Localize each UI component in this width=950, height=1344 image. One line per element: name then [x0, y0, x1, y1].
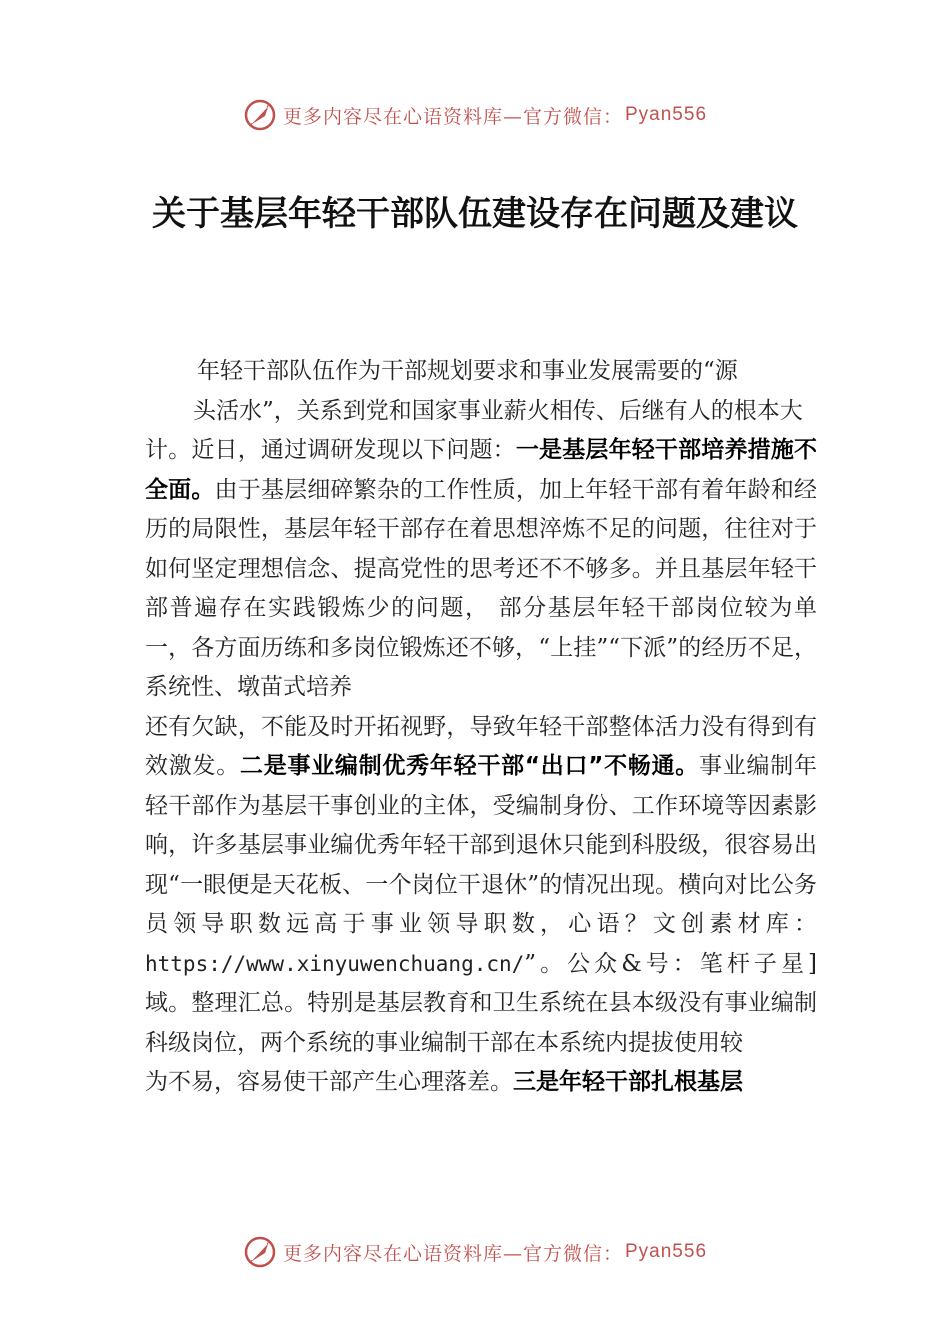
section-heading-3: 三是年轻干部扎根基层 — [513, 1069, 743, 1095]
wechat-id: Pyan556 — [625, 1241, 708, 1262]
document-title: 关于基层年轻干部队伍建设存在问题及建议 — [152, 194, 798, 234]
paragraph-text: 为不易，容易使干部产生心理落差。 — [145, 1069, 513, 1095]
paragraph — [145, 708, 817, 1064]
paragraph — [145, 431, 817, 708]
paragraph-text: ”。公众&号：笔杆子星]域。整理汇总。特别是基层教育和卫生系统在县本级没有事业编制科级岗位，两个系统的事业编制干部在本系统内提拔使用较 — [145, 950, 817, 1056]
header-banner — [0, 95, 950, 135]
footer-banner — [0, 1232, 950, 1272]
paragraph-text: 由于基层细碎繁杂的工作性质，加上年轻干部有着年龄和经历的局限性，基层年轻干部存在着思想淬炼不足的问题，往往对于如何坚定理想信念、提高党性的思考还不不够多。并且基层年轻干部普遍存在实践锻炼少的问题， 部分基层年轻干部岗位较为单一，各方面历练和多岗位锻炼还不够，“上挂”“下派”的经历不足，系统性、墩苗式培养 — [145, 476, 818, 700]
paragraph-line: 年轻干部队伍作为干部规划要求和事业发展需要的“源 — [197, 358, 738, 384]
section-heading-2: 二是事业编制优秀年轻干部“出口”不畅通。 — [239, 753, 700, 779]
paragraph-line: 计。近日，通过调研发现以下问题： — [145, 437, 516, 463]
paragraph-line: 头活水”，关系到党和国家事业薪火相传、后继有人的根本大 — [193, 397, 803, 424]
banner-text: 更多内容尽在心语资料库—官方微信： — [282, 105, 623, 128]
paragraph — [145, 1063, 817, 1103]
paragraph-text: 事业编制年轻干部作为基层干事创业的主体，受编制身份、工作环境等因素影响，许多基层事业编优秀年轻干部到退休只能到科股级，很容易出现“一眼便是天花板、一个岗位干退休”的情况出现。横向对比公务员领导职数远高于事业领导职数，心语？文创素材库： — [145, 753, 818, 937]
url-text: https://www.xinyuwenchuang.cn/ — [145, 951, 525, 976]
section-heading-1: 一是基层年轻干部培养措施不全面。 — [145, 437, 818, 503]
wechat-id: Pyan556 — [625, 104, 708, 125]
banner-text: 更多内容尽在心语资料库—官方微信： — [282, 1242, 623, 1265]
paragraph-text: 还有欠缺，不能及时开拓视野，导致年轻干部整体活力没有得到有效激发。 — [145, 713, 817, 779]
document-body — [145, 352, 817, 1103]
quill-logo-icon — [243, 98, 277, 132]
quill-logo-icon — [243, 1235, 277, 1269]
